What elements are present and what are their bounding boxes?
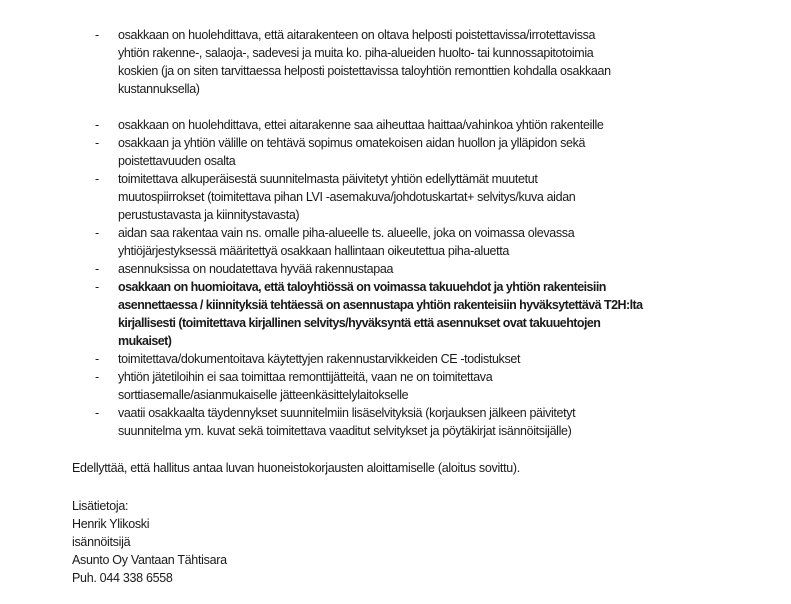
- bullet-dash: -: [95, 262, 100, 276]
- list-item: [0, 350, 791, 368]
- contact-name: Henrik Ylikoski: [72, 517, 150, 531]
- list-item: [0, 278, 791, 350]
- list-item-line: vaatii osakkaalta täydennykset suunnitelmiin lisäselvityksiä (korjauksen jälkeen päivitetyt: [118, 406, 576, 420]
- list-item-line: toimitettava alkuperäisestä suunnitelmasta päivitetyt yhtiön edellyttämät muutetut: [118, 172, 538, 186]
- list-item-line: kirjallisesti (toimitettava kirjallinen selvitys/hyväksyntä että asennukset ovat takuuehtojen: [118, 316, 601, 330]
- list-item-line: osakkaan on huomioitava, että taloyhtiössä on voimassa takuuehdot ja yhtiön rakenteisiin: [118, 280, 606, 294]
- bullet-dash: -: [95, 370, 100, 384]
- list-item-line: yhtiöjärjestyksessä määritettyä osakkaan hallintaan oikeutettua piha-aluetta: [118, 244, 510, 258]
- list-item: [0, 260, 791, 278]
- list-item-line: sorttiasemalle/asianmukaiselle jätteenkäsittelylaitokselle: [118, 388, 409, 402]
- bullet-dash: -: [95, 172, 100, 186]
- list-item: [0, 116, 791, 134]
- list-item: [0, 224, 791, 260]
- list-item-line: osakkaan on huolehdittava, ettei aitarakenne saa aiheuttaa haittaa/vahinkoa yhtiön rakenteille: [118, 118, 604, 132]
- bullet-dash: -: [95, 280, 100, 294]
- contact-block: [72, 497, 227, 587]
- bullet-dash: -: [95, 136, 100, 150]
- list-item-line: poistettavuuden osalta: [118, 154, 236, 168]
- bullet-dash: -: [95, 118, 100, 132]
- bullet-dash: -: [95, 352, 100, 366]
- list-item-line: asennuksissa on noudatettava hyvää rakennustapaa: [118, 262, 394, 276]
- list-item-line: osakkaan ja yhtiön välille on tehtävä sopimus omatekoisen aidan huollon ja ylläpidon sekä: [118, 136, 586, 150]
- list-item-line: kustannuksella): [118, 82, 200, 96]
- contact-phone: Puh. 044 338 6558: [72, 571, 173, 585]
- list-item: [0, 368, 791, 404]
- bullet-dash: -: [95, 406, 100, 420]
- list-item-line: mukaiset): [118, 334, 172, 348]
- requirements-list: [0, 26, 791, 440]
- list-item-line: muutospiirrokset (toimitettava pihan LVI -asemakuva/johdotuskartat+ selvitys/kuva aidan: [118, 190, 576, 204]
- list-item-line: aidan saa rakentaa vain ns. omalle piha-alueelle ts. alueelle, joka on voimassa olevassa: [118, 226, 575, 240]
- list-item: [0, 134, 791, 170]
- contact-organization: Asunto Oy Vantaan Tähtisara: [72, 553, 227, 567]
- bullet-dash: -: [95, 28, 100, 42]
- contact-heading: Lisätietoja:: [72, 499, 129, 513]
- requirement-paragraph: Edellyttää, että hallitus antaa luvan huoneistokorjausten aloittamiselle (aloitus sovittu).: [72, 461, 520, 475]
- list-item: [0, 170, 791, 224]
- list-item-line: toimitettava/dokumentoitava käytettyjen rakennustarvikkeiden CE -todistukset: [118, 352, 521, 366]
- list-item: [0, 404, 791, 440]
- bullet-dash: -: [95, 226, 100, 240]
- list-item: [0, 26, 791, 98]
- list-item-line: suunnitelma ym. kuvat sekä toimitettava vaaditut selvitykset ja pöytäkirjat isännöitsijälle): [118, 424, 572, 438]
- list-item-line: perustustavasta ja kiinnitystavasta): [118, 208, 300, 222]
- list-item-line: asennettaessa / kiinnityksiä tehtäessä on asennustapa yhtiön rakenteisiin hyväksytettävä T2H:lta: [118, 298, 643, 312]
- list-item-line: yhtiön rakenne-, salaoja-, sadevesi ja muita ko. piha-alueiden huolto- tai kunnossapitotoimia: [118, 46, 594, 60]
- spacer: [0, 98, 791, 116]
- list-item-line: osakkaan on huolehdittava, että aitarakenteen on oltava helposti poistettavissa/irrotettavissa: [118, 28, 596, 42]
- list-item-line: koskien (ja on siten tarvittaessa helposti poistettavissa taloyhtiön remonttien kohdalla osakkaan: [118, 64, 611, 78]
- list-item-line: yhtiön jätetiloihin ei saa toimittaa remonttijätteitä, vaan ne on toimitettava: [118, 370, 493, 384]
- contact-title: isännöitsijä: [72, 535, 131, 549]
